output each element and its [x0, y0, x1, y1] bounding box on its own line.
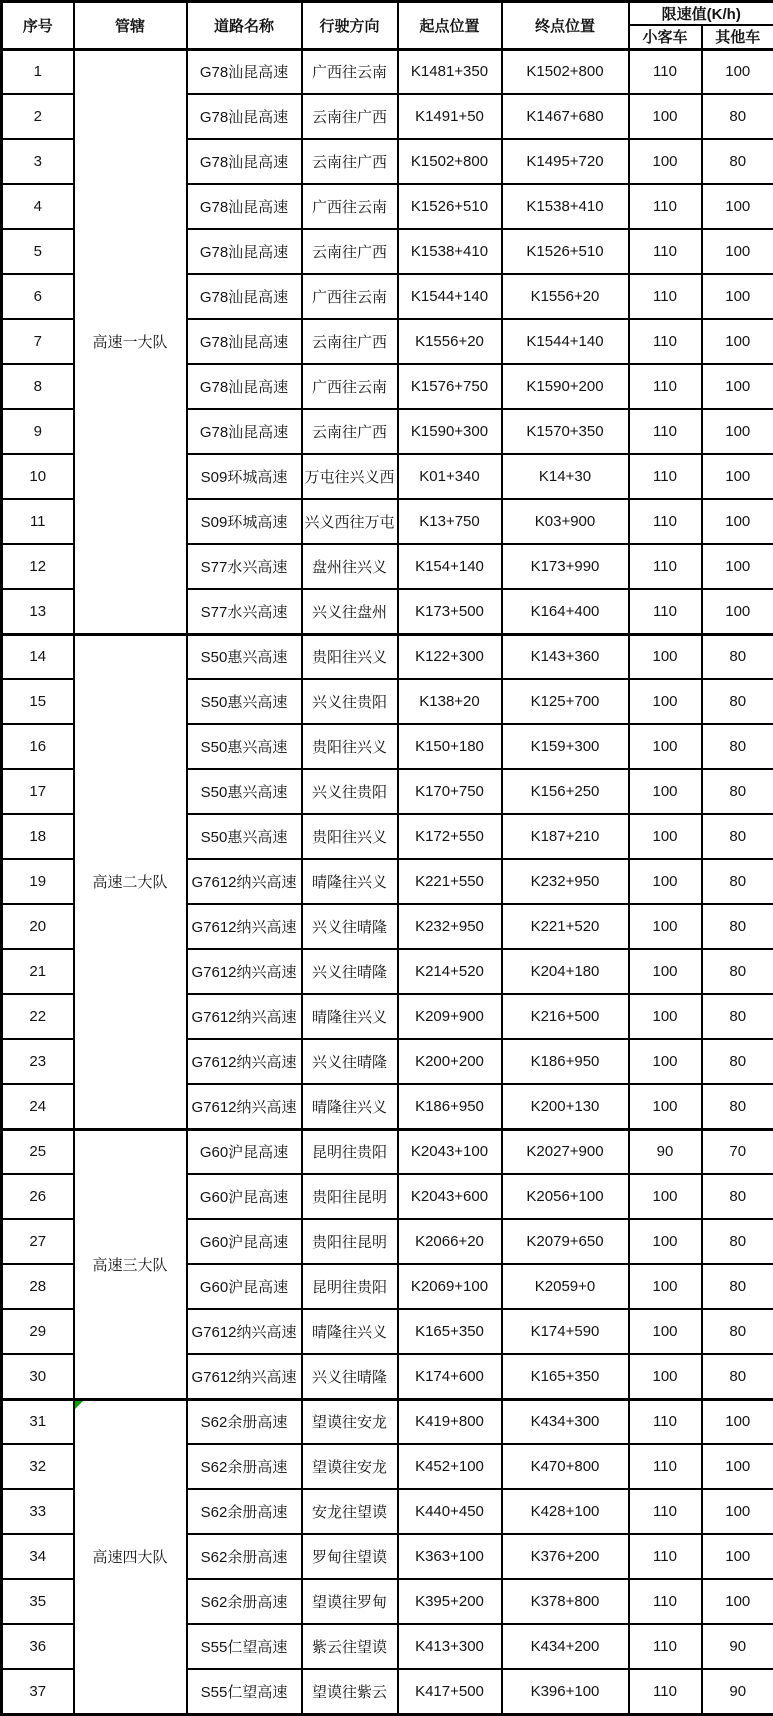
- end-position-cell: K2056+100: [502, 1174, 629, 1219]
- other-speed-cell: 80: [702, 634, 773, 679]
- end-position-cell: K1495+720: [502, 139, 629, 184]
- start-position-cell: K452+100: [398, 1444, 502, 1489]
- seq-cell: 18: [2, 814, 74, 859]
- car-speed-cell: 110: [629, 229, 702, 274]
- start-position-cell: K1590+300: [398, 409, 502, 454]
- car-speed-cell: 100: [629, 724, 702, 769]
- direction-cell: 云南往广西: [302, 229, 398, 274]
- jurisdiction-cell: [74, 1129, 187, 1399]
- end-position-cell: K434+300: [502, 1399, 629, 1444]
- start-position-cell: K395+200: [398, 1579, 502, 1624]
- road-cell: G78汕昆高速: [187, 364, 302, 409]
- road-cell: S50惠兴高速: [187, 814, 302, 859]
- start-position-cell: K1502+800: [398, 139, 502, 184]
- direction-cell: 晴隆往兴义: [302, 1084, 398, 1129]
- start-position-cell: K122+300: [398, 634, 502, 679]
- seq-cell: 19: [2, 859, 74, 904]
- start-position-cell: K2069+100: [398, 1264, 502, 1309]
- other-speed-cell: 80: [702, 1219, 773, 1264]
- header-direction: 行驶方向: [302, 2, 398, 50]
- seq-cell: 36: [2, 1624, 74, 1669]
- road-cell: G78汕昆高速: [187, 139, 302, 184]
- road-cell: G60沪昆高速: [187, 1174, 302, 1219]
- direction-cell: 紫云往望谟: [302, 1624, 398, 1669]
- direction-cell: 盘州往兴义: [302, 544, 398, 589]
- end-position-cell: K378+800: [502, 1579, 629, 1624]
- other-speed-cell: 80: [702, 139, 773, 184]
- seq-cell: 28: [2, 1264, 74, 1309]
- seq-cell: 1: [2, 49, 74, 94]
- direction-cell: 贵阳往兴义: [302, 634, 398, 679]
- seq-cell: 6: [2, 274, 74, 319]
- direction-cell: 罗甸往望谟: [302, 1534, 398, 1579]
- direction-cell: 万屯往兴义西: [302, 454, 398, 499]
- car-speed-cell: 100: [629, 1084, 702, 1129]
- road-cell: G78汕昆高速: [187, 409, 302, 454]
- other-speed-cell: 80: [702, 904, 773, 949]
- seq-cell: 29: [2, 1309, 74, 1354]
- other-speed-cell: 80: [702, 949, 773, 994]
- seq-cell: 14: [2, 634, 74, 679]
- table-body: [2, 49, 773, 1714]
- header-car-speed: 小客车: [629, 25, 702, 49]
- road-cell: G78汕昆高速: [187, 49, 302, 94]
- end-position-cell: K1502+800: [502, 49, 629, 94]
- header-other-speed: 其他车: [702, 25, 773, 49]
- start-position-cell: K154+140: [398, 544, 502, 589]
- road-cell: S77水兴高速: [187, 544, 302, 589]
- end-position-cell: K186+950: [502, 1039, 629, 1084]
- other-speed-cell: 100: [702, 319, 773, 364]
- seq-cell: 30: [2, 1354, 74, 1399]
- direction-cell: 兴义往盘州: [302, 589, 398, 634]
- direction-cell: 望谟往安龙: [302, 1399, 398, 1444]
- start-position-cell: K01+340: [398, 454, 502, 499]
- direction-cell: 昆明往贵阳: [302, 1264, 398, 1309]
- seq-cell: 31: [2, 1399, 74, 1444]
- start-position-cell: K173+500: [398, 589, 502, 634]
- car-speed-cell: 100: [629, 94, 702, 139]
- seq-cell: 4: [2, 184, 74, 229]
- start-position-cell: K174+600: [398, 1354, 502, 1399]
- end-position-cell: K221+520: [502, 904, 629, 949]
- road-cell: S62余册高速: [187, 1579, 302, 1624]
- seq-cell: 26: [2, 1174, 74, 1219]
- car-speed-cell: 100: [629, 679, 702, 724]
- table-row: [2, 634, 773, 679]
- end-position-cell: K200+130: [502, 1084, 629, 1129]
- road-cell: G7612纳兴高速: [187, 949, 302, 994]
- direction-cell: 兴义往贵阳: [302, 679, 398, 724]
- table-row: [2, 1129, 773, 1174]
- seq-cell: 12: [2, 544, 74, 589]
- end-position-cell: K434+200: [502, 1624, 629, 1669]
- header-speed-limit-group: 限速值(K/h): [629, 2, 773, 26]
- car-speed-cell: 100: [629, 859, 702, 904]
- header-start: 起点位置: [398, 2, 502, 50]
- other-speed-cell: 90: [702, 1669, 773, 1714]
- table-row: [2, 49, 773, 94]
- start-position-cell: K2066+20: [398, 1219, 502, 1264]
- other-speed-cell: 100: [702, 544, 773, 589]
- table-row: [2, 1399, 773, 1444]
- start-position-cell: K417+500: [398, 1669, 502, 1714]
- other-speed-cell: 100: [702, 1579, 773, 1624]
- other-speed-cell: 100: [702, 499, 773, 544]
- direction-cell: 兴义往贵阳: [302, 769, 398, 814]
- direction-cell: 兴义往晴隆: [302, 1354, 398, 1399]
- car-speed-cell: 110: [629, 589, 702, 634]
- direction-cell: 贵阳往昆明: [302, 1219, 398, 1264]
- end-position-cell: K204+180: [502, 949, 629, 994]
- jurisdiction-cell: [74, 1399, 187, 1714]
- direction-cell: 晴隆往兴义: [302, 859, 398, 904]
- road-cell: G60沪昆高速: [187, 1264, 302, 1309]
- end-position-cell: K232+950: [502, 859, 629, 904]
- seq-cell: 37: [2, 1669, 74, 1714]
- seq-cell: 15: [2, 679, 74, 724]
- other-speed-cell: 100: [702, 364, 773, 409]
- other-speed-cell: 80: [702, 769, 773, 814]
- road-cell: G7612纳兴高速: [187, 1084, 302, 1129]
- end-position-cell: K159+300: [502, 724, 629, 769]
- other-speed-cell: 80: [702, 1354, 773, 1399]
- header-end: 终点位置: [502, 2, 629, 50]
- other-speed-cell: 80: [702, 1084, 773, 1129]
- other-speed-cell: 100: [702, 184, 773, 229]
- other-speed-cell: 100: [702, 274, 773, 319]
- end-position-cell: K1467+680: [502, 94, 629, 139]
- car-speed-cell: 110: [629, 1489, 702, 1534]
- road-cell: S50惠兴高速: [187, 634, 302, 679]
- direction-cell: 广西往云南: [302, 184, 398, 229]
- start-position-cell: K1544+140: [398, 274, 502, 319]
- seq-cell: 23: [2, 1039, 74, 1084]
- road-cell: S55仁望高速: [187, 1624, 302, 1669]
- road-cell: S50惠兴高速: [187, 769, 302, 814]
- car-speed-cell: 100: [629, 1309, 702, 1354]
- direction-cell: 广西往云南: [302, 274, 398, 319]
- seq-cell: 20: [2, 904, 74, 949]
- car-speed-cell: 100: [629, 904, 702, 949]
- direction-cell: 广西往云南: [302, 364, 398, 409]
- end-position-cell: K156+250: [502, 769, 629, 814]
- road-cell: S62余册高速: [187, 1489, 302, 1534]
- car-speed-cell: 100: [629, 994, 702, 1039]
- end-position-cell: K428+100: [502, 1489, 629, 1534]
- direction-cell: 云南往广西: [302, 409, 398, 454]
- seq-cell: 8: [2, 364, 74, 409]
- seq-cell: 10: [2, 454, 74, 499]
- end-position-cell: K216+500: [502, 994, 629, 1039]
- other-speed-cell: 80: [702, 1174, 773, 1219]
- seq-cell: 5: [2, 229, 74, 274]
- direction-cell: 兴义往晴隆: [302, 949, 398, 994]
- direction-cell: 晴隆往兴义: [302, 994, 398, 1039]
- direction-cell: 望谟往紫云: [302, 1669, 398, 1714]
- other-speed-cell: 100: [702, 409, 773, 454]
- start-position-cell: K1538+410: [398, 229, 502, 274]
- road-cell: G7612纳兴高速: [187, 904, 302, 949]
- start-position-cell: K2043+600: [398, 1174, 502, 1219]
- direction-cell: 兴义往晴隆: [302, 904, 398, 949]
- end-position-cell: K14+30: [502, 454, 629, 499]
- car-speed-cell: 100: [629, 139, 702, 184]
- start-position-cell: K221+550: [398, 859, 502, 904]
- car-speed-cell: 90: [629, 1129, 702, 1174]
- car-speed-cell: 100: [629, 1219, 702, 1264]
- car-speed-cell: 110: [629, 544, 702, 589]
- start-position-cell: K170+750: [398, 769, 502, 814]
- seq-cell: 3: [2, 139, 74, 184]
- end-position-cell: K1590+200: [502, 364, 629, 409]
- seq-cell: 34: [2, 1534, 74, 1579]
- end-position-cell: K143+360: [502, 634, 629, 679]
- road-cell: S62余册高速: [187, 1444, 302, 1489]
- start-position-cell: K363+100: [398, 1534, 502, 1579]
- road-cell: S50惠兴高速: [187, 679, 302, 724]
- comment-marker-icon: [75, 1401, 83, 1409]
- car-speed-cell: 110: [629, 454, 702, 499]
- direction-cell: 望谟往安龙: [302, 1444, 398, 1489]
- car-speed-cell: 110: [629, 1444, 702, 1489]
- start-position-cell: K200+200: [398, 1039, 502, 1084]
- direction-cell: 广西往云南: [302, 49, 398, 94]
- end-position-cell: K173+990: [502, 544, 629, 589]
- road-cell: S62余册高速: [187, 1399, 302, 1444]
- seq-cell: 33: [2, 1489, 74, 1534]
- other-speed-cell: 80: [702, 859, 773, 904]
- other-speed-cell: 80: [702, 679, 773, 724]
- car-speed-cell: 100: [629, 1354, 702, 1399]
- end-position-cell: K470+800: [502, 1444, 629, 1489]
- road-cell: G7612纳兴高速: [187, 1039, 302, 1084]
- other-speed-cell: 100: [702, 1399, 773, 1444]
- jurisdiction-label: 高速一大队: [92, 334, 168, 351]
- road-cell: S77水兴高速: [187, 589, 302, 634]
- jurisdiction-label: 高速三大队: [92, 1256, 168, 1274]
- seq-cell: 21: [2, 949, 74, 994]
- end-position-cell: K187+210: [502, 814, 629, 859]
- end-position-cell: K2059+0: [502, 1264, 629, 1309]
- car-speed-cell: 110: [629, 274, 702, 319]
- end-position-cell: K03+900: [502, 499, 629, 544]
- start-position-cell: K440+450: [398, 1489, 502, 1534]
- start-position-cell: K1576+750: [398, 364, 502, 409]
- start-position-cell: K419+800: [398, 1399, 502, 1444]
- table-header: [2, 2, 773, 50]
- car-speed-cell: 100: [629, 634, 702, 679]
- direction-cell: 昆明往贵阳: [302, 1129, 398, 1174]
- road-cell: S09环城高速: [187, 499, 302, 544]
- car-speed-cell: 110: [629, 1624, 702, 1669]
- end-position-cell: K1526+510: [502, 229, 629, 274]
- direction-cell: 云南往广西: [302, 139, 398, 184]
- start-position-cell: K209+900: [398, 994, 502, 1039]
- other-speed-cell: 80: [702, 1264, 773, 1309]
- other-speed-cell: 100: [702, 1489, 773, 1534]
- seq-cell: 9: [2, 409, 74, 454]
- seq-cell: 7: [2, 319, 74, 364]
- car-speed-cell: 100: [629, 1039, 702, 1084]
- jurisdiction-cell: [74, 634, 187, 1129]
- direction-cell: 安龙往望谟: [302, 1489, 398, 1534]
- road-cell: G78汕昆高速: [187, 274, 302, 319]
- end-position-cell: K2079+650: [502, 1219, 629, 1264]
- end-position-cell: K1556+20: [502, 274, 629, 319]
- road-cell: G78汕昆高速: [187, 184, 302, 229]
- other-speed-cell: 100: [702, 1534, 773, 1579]
- end-position-cell: K2027+900: [502, 1129, 629, 1174]
- direction-cell: 晴隆往兴义: [302, 1309, 398, 1354]
- other-speed-cell: 90: [702, 1624, 773, 1669]
- seq-cell: 24: [2, 1084, 74, 1129]
- car-speed-cell: 100: [629, 1264, 702, 1309]
- road-cell: S09环城高速: [187, 454, 302, 499]
- car-speed-cell: 100: [629, 814, 702, 859]
- end-position-cell: K164+400: [502, 589, 629, 634]
- seq-cell: 35: [2, 1579, 74, 1624]
- other-speed-cell: 100: [702, 229, 773, 274]
- direction-cell: 兴义西往万屯: [302, 499, 398, 544]
- seq-cell: 16: [2, 724, 74, 769]
- road-cell: G7612纳兴高速: [187, 1309, 302, 1354]
- jurisdiction-label: 高速二大队: [92, 874, 168, 891]
- car-speed-cell: 110: [629, 184, 702, 229]
- end-position-cell: K1544+140: [502, 319, 629, 364]
- seq-cell: 17: [2, 769, 74, 814]
- other-speed-cell: 70: [702, 1129, 773, 1174]
- other-speed-cell: 100: [702, 49, 773, 94]
- seq-cell: 25: [2, 1129, 74, 1174]
- road-cell: G78汕昆高速: [187, 229, 302, 274]
- start-position-cell: K214+520: [398, 949, 502, 994]
- road-cell: G78汕昆高速: [187, 319, 302, 364]
- seq-cell: 27: [2, 1219, 74, 1264]
- seq-cell: 11: [2, 499, 74, 544]
- direction-cell: 云南往广西: [302, 94, 398, 139]
- start-position-cell: K1556+20: [398, 319, 502, 364]
- end-position-cell: K174+590: [502, 1309, 629, 1354]
- direction-cell: 兴义往晴隆: [302, 1039, 398, 1084]
- car-speed-cell: 110: [629, 499, 702, 544]
- road-cell: G60沪昆高速: [187, 1219, 302, 1264]
- other-speed-cell: 80: [702, 1309, 773, 1354]
- car-speed-cell: 110: [629, 1579, 702, 1624]
- start-position-cell: K413+300: [398, 1624, 502, 1669]
- end-position-cell: K376+200: [502, 1534, 629, 1579]
- direction-cell: 贵阳往兴义: [302, 724, 398, 769]
- car-speed-cell: 110: [629, 49, 702, 94]
- other-speed-cell: 80: [702, 994, 773, 1039]
- car-speed-cell: 110: [629, 1669, 702, 1714]
- other-speed-cell: 100: [702, 454, 773, 499]
- start-position-cell: K232+950: [398, 904, 502, 949]
- start-position-cell: K13+750: [398, 499, 502, 544]
- start-position-cell: K1481+350: [398, 49, 502, 94]
- car-speed-cell: 110: [629, 319, 702, 364]
- car-speed-cell: 100: [629, 949, 702, 994]
- car-speed-cell: 110: [629, 1534, 702, 1579]
- road-cell: G7612纳兴高速: [187, 859, 302, 904]
- start-position-cell: K138+20: [398, 679, 502, 724]
- road-cell: S62余册高速: [187, 1534, 302, 1579]
- other-speed-cell: 100: [702, 589, 773, 634]
- seq-cell: 13: [2, 589, 74, 634]
- direction-cell: 望谟往罗甸: [302, 1579, 398, 1624]
- car-speed-cell: 100: [629, 769, 702, 814]
- car-speed-cell: 100: [629, 1174, 702, 1219]
- start-position-cell: K1526+510: [398, 184, 502, 229]
- header-seq: 序号: [2, 2, 74, 50]
- seq-cell: 2: [2, 94, 74, 139]
- end-position-cell: K396+100: [502, 1669, 629, 1714]
- end-position-cell: K125+700: [502, 679, 629, 724]
- seq-cell: 22: [2, 994, 74, 1039]
- start-position-cell: K2043+100: [398, 1129, 502, 1174]
- header-jurisdiction: 管辖: [74, 2, 187, 50]
- road-cell: G7612纳兴高速: [187, 1354, 302, 1399]
- road-cell: G7612纳兴高速: [187, 994, 302, 1039]
- direction-cell: 贵阳往昆明: [302, 1174, 398, 1219]
- seq-cell: 32: [2, 1444, 74, 1489]
- car-speed-cell: 110: [629, 409, 702, 454]
- start-position-cell: K172+550: [398, 814, 502, 859]
- end-position-cell: K1570+350: [502, 409, 629, 454]
- start-position-cell: K165+350: [398, 1309, 502, 1354]
- jurisdiction-label: 高速四大队: [92, 1549, 168, 1566]
- header-row-top: [2, 2, 773, 26]
- road-cell: S50惠兴高速: [187, 724, 302, 769]
- road-cell: S55仁望高速: [187, 1669, 302, 1714]
- jurisdiction-cell: [74, 49, 187, 634]
- car-speed-cell: 110: [629, 1399, 702, 1444]
- other-speed-cell: 80: [702, 94, 773, 139]
- road-cell: G60沪昆高速: [187, 1129, 302, 1174]
- direction-cell: 贵阳往兴义: [302, 814, 398, 859]
- other-speed-cell: 80: [702, 1039, 773, 1084]
- end-position-cell: K165+350: [502, 1354, 629, 1399]
- header-road: 道路名称: [187, 2, 302, 50]
- end-position-cell: K1538+410: [502, 184, 629, 229]
- other-speed-cell: 80: [702, 814, 773, 859]
- other-speed-cell: 80: [702, 724, 773, 769]
- start-position-cell: K150+180: [398, 724, 502, 769]
- start-position-cell: K186+950: [398, 1084, 502, 1129]
- car-speed-cell: 110: [629, 364, 702, 409]
- direction-cell: 云南往广西: [302, 319, 398, 364]
- other-speed-cell: 100: [702, 1444, 773, 1489]
- start-position-cell: K1491+50: [398, 94, 502, 139]
- road-cell: G78汕昆高速: [187, 94, 302, 139]
